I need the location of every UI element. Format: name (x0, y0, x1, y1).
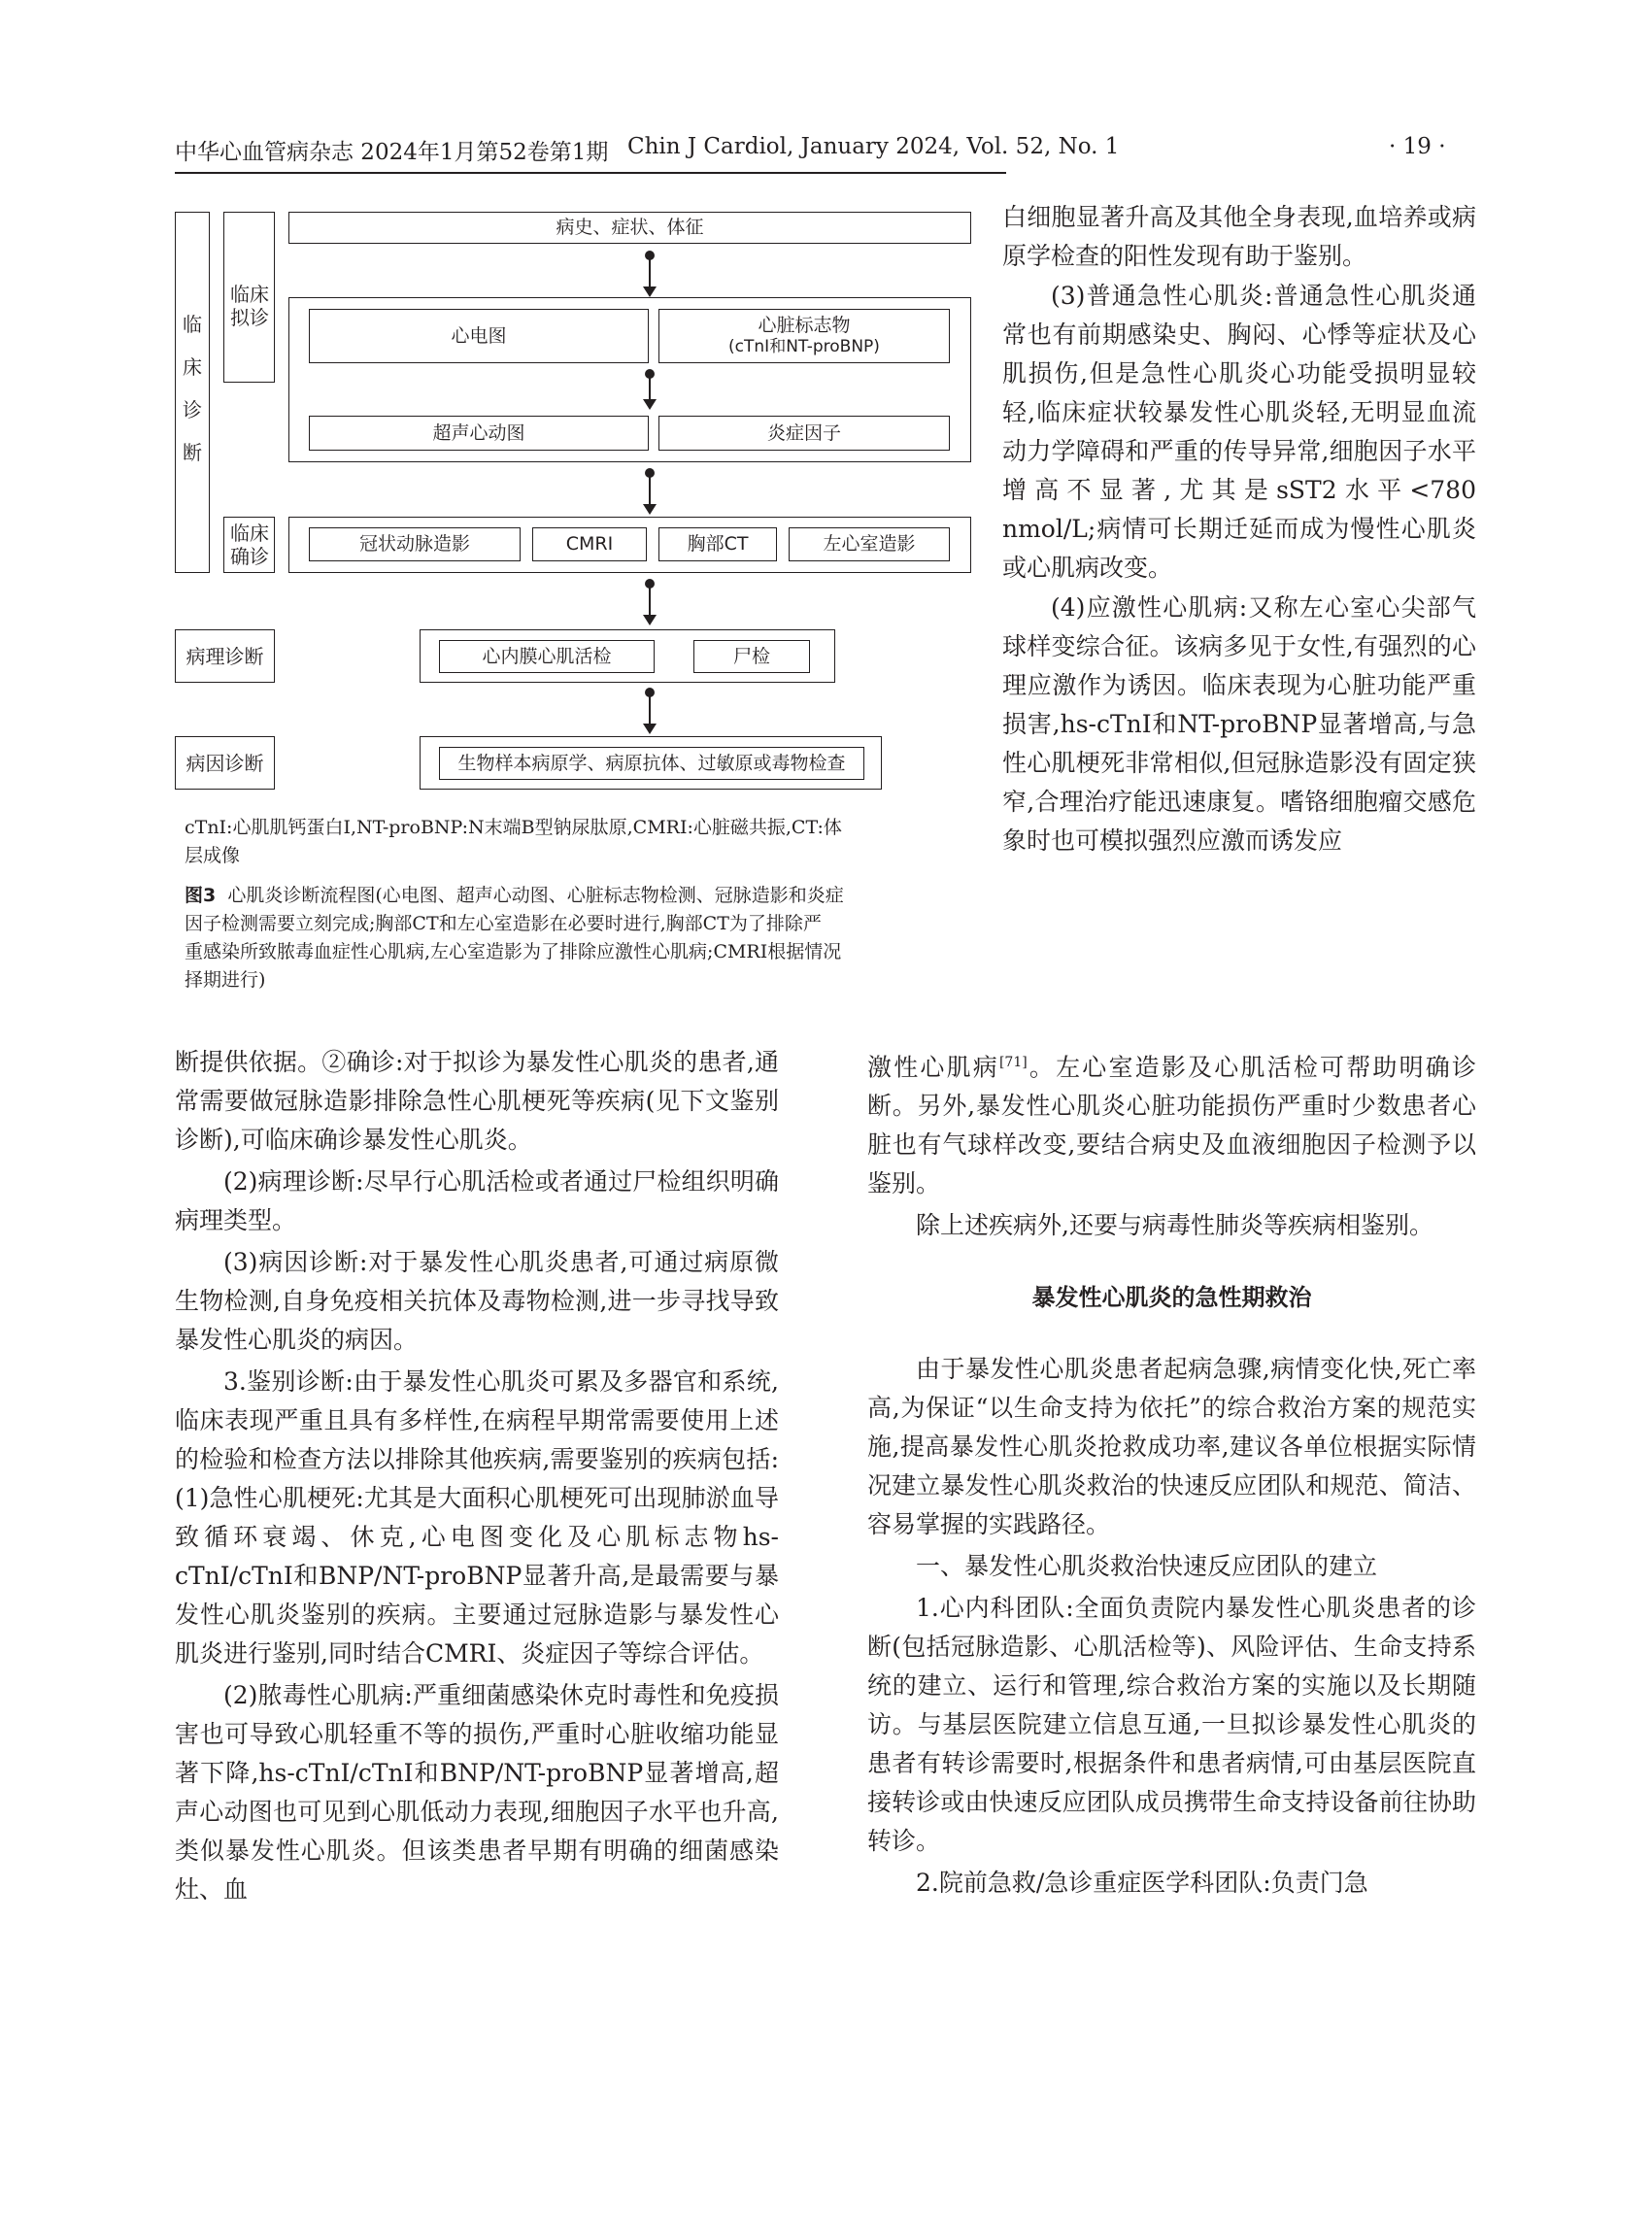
caption-line: 重感染所致脓毒血症性心肌病,左心室造影为了排除应激性心肌病;CMRI根据情况 (185, 941, 842, 962)
etiology-tests-text: 生物样本病原学、病原抗体、过敏原或毒物检查 (457, 752, 846, 774)
section-heading: 暴发性心肌炎的急性期救治 (1031, 1284, 1312, 1312)
markers-subtitle: (cTnI和NT-proBNP) (728, 337, 880, 357)
arrow-2 (649, 373, 651, 400)
paragraph: 激性心肌病[71]。左心室造影及心肌活检可帮助明确诊断。另外,暴发性心肌炎心脏功能损伤严重时少数患者心脏也有气球样改变,要结合病史及血液细胞因子检测予以鉴别。 (867, 1053, 1476, 1198)
chest-ct-text: 胸部CT (687, 533, 749, 556)
paragraph: 除上述疾病外,还要与病毒性肺炎等疾病相鉴别。 (916, 1211, 1433, 1240)
echo-text: 超声心动图 (432, 421, 525, 444)
page-number: · 19 · (1389, 134, 1446, 159)
paragraph: 由于暴发性心肌炎患者起病急骤,病情变化快,死亡率高,为保证“以生命支持为依托”的综合救治方案的规范实施,提高暴发性心肌炎抢救成功率,建议各单位根据实际情况建立暴发性心肌炎救治的快速反应团队和规范、简洁、容易掌握的实践路径。 (867, 1355, 1476, 1539)
reference-mark: [71] (998, 1055, 1028, 1070)
ecg-text: 心电图 (451, 324, 507, 347)
confirmed-diagnosis-label: 临床确诊 (230, 522, 269, 568)
paragraph: (3)病因诊断:对于暴发性心肌炎患者,可通过病原微生物检测,自身免疫相关抗体及毒物检测,进一步寻找导致暴发性心肌炎的病因。 (175, 1248, 779, 1354)
paragraph: (3)普通急性心肌炎:普通急性心肌炎通常也有前期感染史、胸闷、心悸等症状及心肌损伤,但是急性心肌炎心功能受损明显较轻,临床症状较暴发性心肌炎轻,无明显血流动力学障碍和严重的传导异常,细胞因子水平增高不显著,尤其是sST2水平<780 nmol/L;病情可长期迁延而成为慢性心肌炎或心肌病改变。 (1002, 282, 1476, 582)
lv-angio-text: 左心室造影 (823, 533, 916, 556)
paragraph: (2)病理诊断:尽早行心肌活检或者通过尸检组织明确病理类型。 (175, 1167, 779, 1234)
right-bottom-column (867, 1043, 1476, 1903)
journal-header-en: Chin J Cardiol, January 2024, Vol. 52, No. 1 (627, 134, 1120, 159)
caption-line: 择期进行) (185, 969, 266, 991)
subsection-heading: 一、暴发性心肌炎救治快速反应团队的建立 (916, 1552, 1378, 1581)
paragraph: 1.心内科团队:全面负责院内暴发性心肌炎患者的诊断(包括冠脉造影、心肌活检等)、风险评估、生命支持系统的建立、运行和管理,综合救治方案的实施以及长期随访。与基层医院建立信息互通,一旦拟诊暴发性心肌炎的患者有转诊需要时,根据条件和患者病情,可由基层医院直接转诊或由快速反应团队成员携带生命支持设备前往协助转诊。 (867, 1594, 1476, 1856)
abbrev-line: 层成像 (185, 845, 241, 866)
abbrev-line: cTnI:心肌肌钙蛋白I,NT-proBNP:N末端B型钠尿肽原,CMRI:心脏磁共振,CT:体 (185, 817, 842, 838)
clinical-diagnosis-label: 临 床 诊 断 (183, 313, 202, 464)
paragraph: 2.院前急救/急诊重症医学科团队:负责门急 (916, 1869, 1368, 1898)
arrow-5 (649, 691, 651, 725)
inflammation-text: 炎症因子 (766, 421, 841, 444)
pathology-label: 病理诊断 (185, 644, 264, 668)
caption-line: 心肌炎诊断流程图(心电图、超声心动图、心脏标志物检测、冠脉造影和炎症 (227, 885, 844, 906)
figure-caption (185, 882, 971, 995)
etiology-label: 病因诊断 (185, 751, 264, 775)
paragraph: (2)脓毒性心肌病:严重细菌感染休克时毒性和免疫损害也可导致心肌轻重不等的损伤,严重时心脏收缩功能显著下降,hs-cTnI/cTnI和BNP/NT-proBNP显著增高,超声心动图也可见到心肌低动力表现,细胞因子水平也升高,类似暴发性心肌炎。但该类患者早期有明确的细菌感染灶、血 (175, 1681, 779, 1904)
journal-header-cn: 中华心血管病杂志 2024年1月第52卷第1期 (175, 140, 609, 165)
cmri-text: CMRI (565, 533, 614, 556)
autopsy-text: 尸检 (732, 645, 770, 667)
arrow-3 (649, 472, 651, 505)
history-text: 病史、症状、体征 (556, 217, 704, 239)
right-top-column (1002, 198, 1476, 860)
coronary-text: 冠状动脉造影 (358, 533, 470, 556)
paragraph: 断提供依据。②确诊:对于拟诊为暴发性心肌炎的患者,通常需要做冠脉造影排除急性心肌梗死等疾病(见下文鉴别诊断),可临床确诊暴发性心肌炎。 (175, 1048, 779, 1154)
biopsy-text: 心内膜心肌活检 (482, 645, 612, 667)
caption-line: 因子检测需要立刻完成;胸部CT和左心室造影在必要时进行,胸部CT为了排除严 (185, 913, 822, 934)
markers-title: 心脏标志物 (758, 315, 851, 337)
paragraph: 3.鉴别诊断:由于暴发性心肌炎可累及多器官和系统,临床表现严重且具有多样性,在病程早期常需要使用上述的检验和检查方法以排除其他疾病,需要鉴别的疾病包括:(1)急性心肌梗死:尤其是大面积心肌梗死可出现肺淤血导致循环衰竭、休克,心电图变化及心肌标志物hs-cTnI/cTnI和BNP/NT-proBNP显著升高,是最需要与暴发性心肌炎鉴别的疾病。主要通过冠脉造影与暴发性心肌炎进行鉴别,同时结合CMRI、炎症因子等综合评估。 (175, 1367, 779, 1668)
markers-text (658, 309, 950, 363)
left-column (175, 1043, 779, 1909)
arrow-1 (649, 254, 651, 287)
figure-abbreviations (185, 814, 971, 870)
figure-label: 图3 (185, 885, 217, 906)
suspected-diagnosis-label: 临床拟诊 (230, 283, 269, 329)
paragraph: (4)应激性心肌病:又称左心室心尖部气球样变综合征。该病多见于女性,有强烈的心理应激作为诱因。临床表现为心脏功能严重损害,hs-cTnI和NT-proBNP显著增高,与急性心肌梗死非常相似,但冠脉造影没有固定狭窄,合理治疗能迅速康复。嗜铬细胞瘤交感危象时也可模拟强烈应激而诱发应 (1002, 593, 1476, 855)
paragraph: 白细胞显著升高及其他全身表现,血培养或病原学检查的阳性发现有助于鉴别。 (1002, 203, 1476, 270)
arrow-4 (649, 583, 651, 616)
header-rule (175, 172, 1006, 174)
